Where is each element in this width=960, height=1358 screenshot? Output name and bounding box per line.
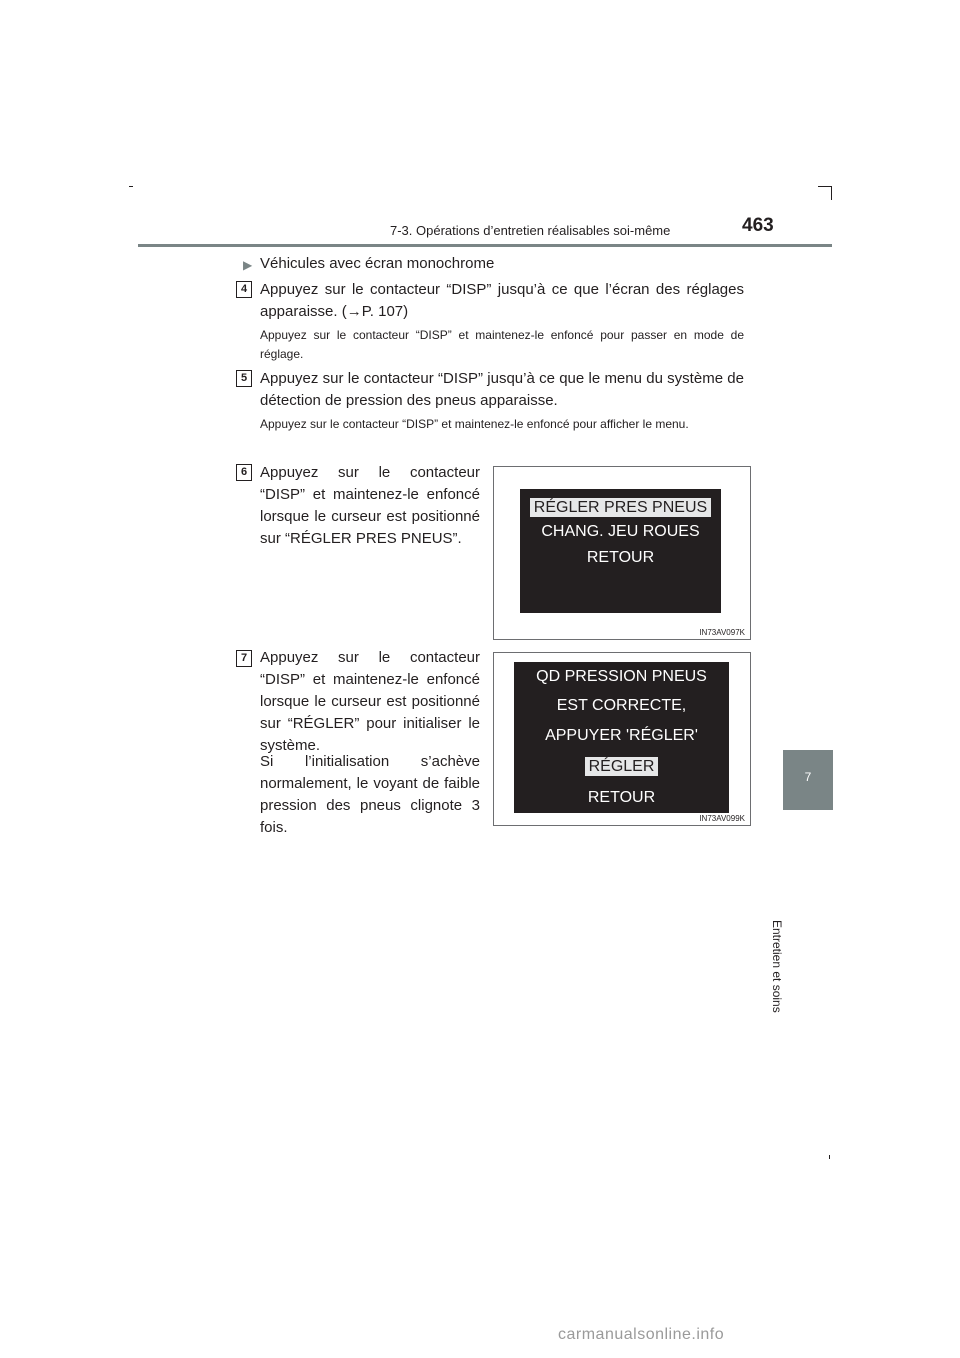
- crop-mark-bottom-right: [829, 1155, 830, 1159]
- step-4-note: Appuyez sur le contacteur “DISP” et maintenez-le enfoncé pour passer en mode de réglage.: [260, 328, 744, 361]
- menu-item-change-wheels: CHANG. JEU ROUES: [541, 523, 700, 540]
- header-rule: [138, 244, 832, 247]
- crop-mark-top-right-v: [831, 186, 832, 200]
- step-number-4: 4: [236, 281, 252, 298]
- step-6-text: Appuyez sur le contacteur “DISP” et maintenez-le enfoncé lorsque le curseur est positionné sur “RÉGLER PRES PNEUS”.: [260, 464, 480, 547]
- message-line-1: QD PRESSION PNEUS: [536, 668, 707, 685]
- illustration-code-1: IN73AV097K: [699, 628, 745, 637]
- step-number-5: 5: [236, 370, 252, 387]
- menu-item-selected: RÉGLER PRES PNEUS: [520, 498, 721, 517]
- display-screen-illustration-1: [493, 466, 751, 640]
- section-title: 7-3. Opérations d’entretien réalisables soi-même: [390, 223, 671, 238]
- message-line-3: APPUYER 'RÉGLER': [545, 727, 698, 744]
- step-number-6: 6: [236, 464, 252, 481]
- message-line-2: EST CORRECTE,: [556, 697, 687, 714]
- monochrome-display-2: [514, 662, 729, 813]
- step-7-text: Appuyez sur le contacteur “DISP” et maintenez-le enfoncé lorsque le curseur est positionné sur “RÉGLER” pour initialiser le système.: [260, 649, 480, 754]
- page-number: 463: [742, 215, 774, 236]
- chapter-number: 7: [804, 770, 812, 784]
- menu-item-back: RETOUR: [587, 789, 656, 806]
- step-number-7: 7: [236, 650, 252, 667]
- section-heading: Véhicules avec écran monochrome: [260, 255, 495, 272]
- illustration-code-2: IN73AV099K: [699, 814, 745, 823]
- crop-mark-top-left: [129, 186, 133, 187]
- step-5-text: Appuyez sur le contacteur “DISP” jusqu’à ce que le menu du système de détection de pression des pneus apparaisse.: [260, 370, 744, 409]
- chapter-label: Entretien et soins: [770, 920, 784, 1013]
- step-7-result-text: Si l’initialisation s’achève normalement, le voyant de faible pression des pneus clignote 3 fois.: [260, 753, 480, 836]
- menu-item-back: RETOUR: [586, 549, 655, 566]
- display-screen-illustration-2: [493, 652, 751, 826]
- step-5-note: Appuyez sur le contacteur “DISP” et maintenez-le enfoncé pour afficher le menu.: [260, 417, 689, 431]
- monochrome-display-1: [520, 489, 721, 613]
- step-4-text: Appuyez sur le contacteur “DISP” jusqu’à ce que l’écran des réglages apparaisse. (→P. 107): [260, 281, 744, 320]
- triangle-bullet-icon: ▶: [243, 258, 253, 272]
- watermark: carmanualsonline.info: [558, 1326, 725, 1343]
- menu-item-selected: RÉGLER: [514, 757, 729, 776]
- crop-mark-top-right-h: [818, 186, 832, 187]
